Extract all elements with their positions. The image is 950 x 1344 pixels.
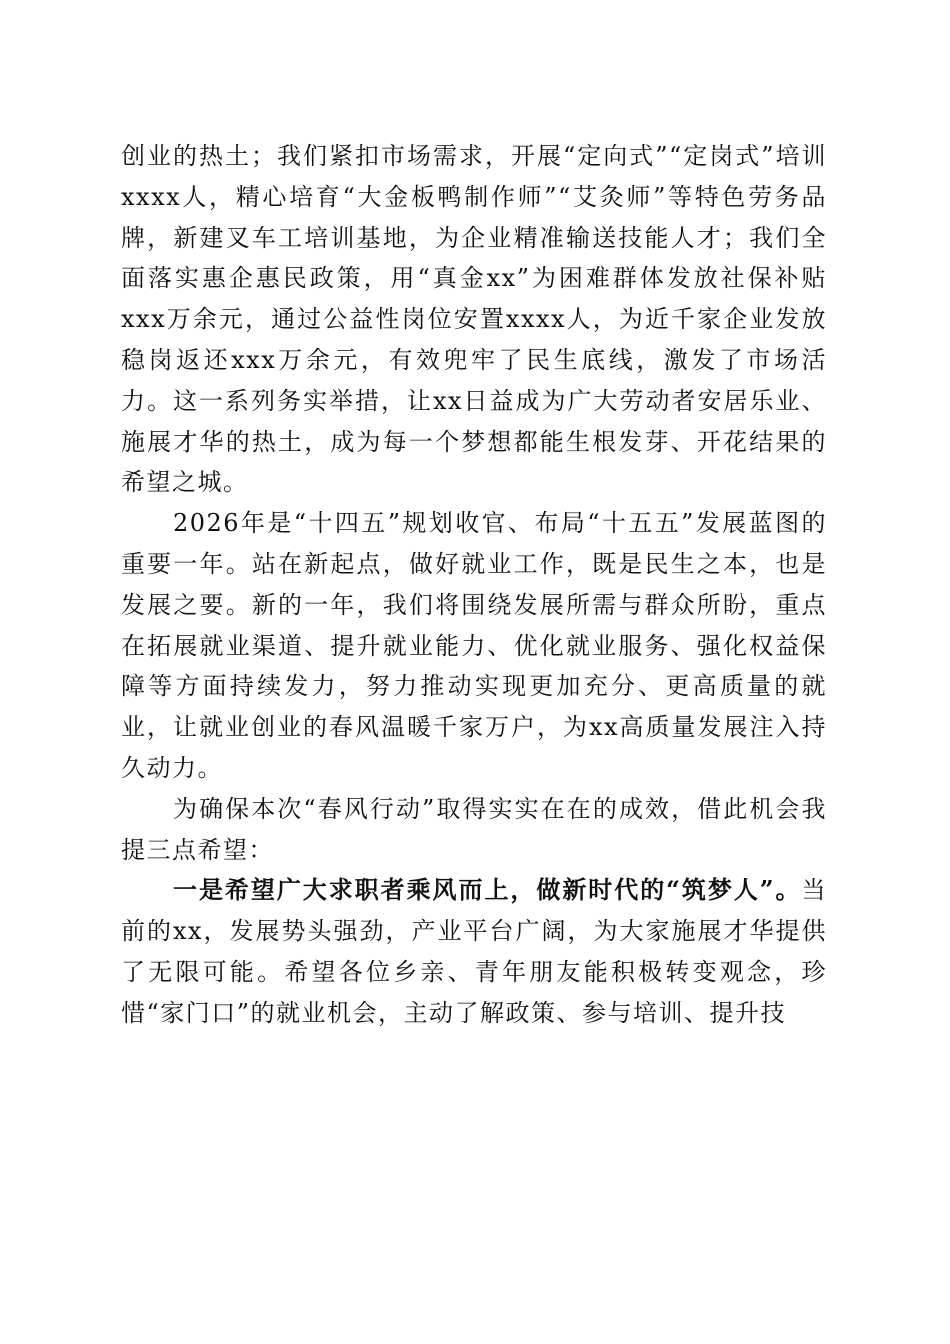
document-body	[121, 136, 827, 1034]
paragraph-three-hopes-intro: 为确保本次“春风行动”取得实实在在的成效，借此机会我提三点希望：	[121, 794, 827, 864]
paragraph-first-hope	[121, 870, 827, 1033]
first-hope-text: 当前的xx，发展势头强劲，产业平台广阔，为大家施展才华提供了无限可能。希望各位乡亲、青年朋友能积极转变观念，珍惜“家门口”的就业机会，主动了解政策、参与培训、提升技	[121, 876, 827, 1027]
first-hope-heading: 一是希望广大求职者乘风而上，做新时代的“筑梦人”。	[173, 875, 802, 905]
paragraph-continuation: 创业的热土；我们紧扣市场需求，开展“定向式”“定岗式”培训xxxx人，精心培育“大金板鸭制作师”“艾灸师”等特色劳务品牌，新建叉车工培训基地，为企业精准输送技能人才；我们全面落实惠企惠民政策，用“真金xx”为困难群体发放社保补贴xxx万余元，通过公益性岗位安置xxxx人，为近千家企业发放稳岗返还xxx万余元，有效兜牢了民生底线，激发了市场活力。这一系列务实举措，让xx日益成为广大劳动者安居乐业、施展才华的热土，成为每一个梦想都能生根发芽、开花结果的希望之城。	[121, 142, 827, 497]
paragraph-2026-outlook: 2026年是“十四五”规划收官、布局“十五五”发展蓝图的重要一年。站在新起点，做好就业工作，既是民生之本，也是发展之要。新的一年，我们将围绕发展所需与群众所盼，重点在拓展就业渠道、提升就业能力、优化就业服务、强化权益保障等方面持续发力，努力推动实现更加充分、更高质量的就业，让就业创业的春风温暖千家万户，为xx高质量发展注入持久动力。	[121, 509, 827, 782]
